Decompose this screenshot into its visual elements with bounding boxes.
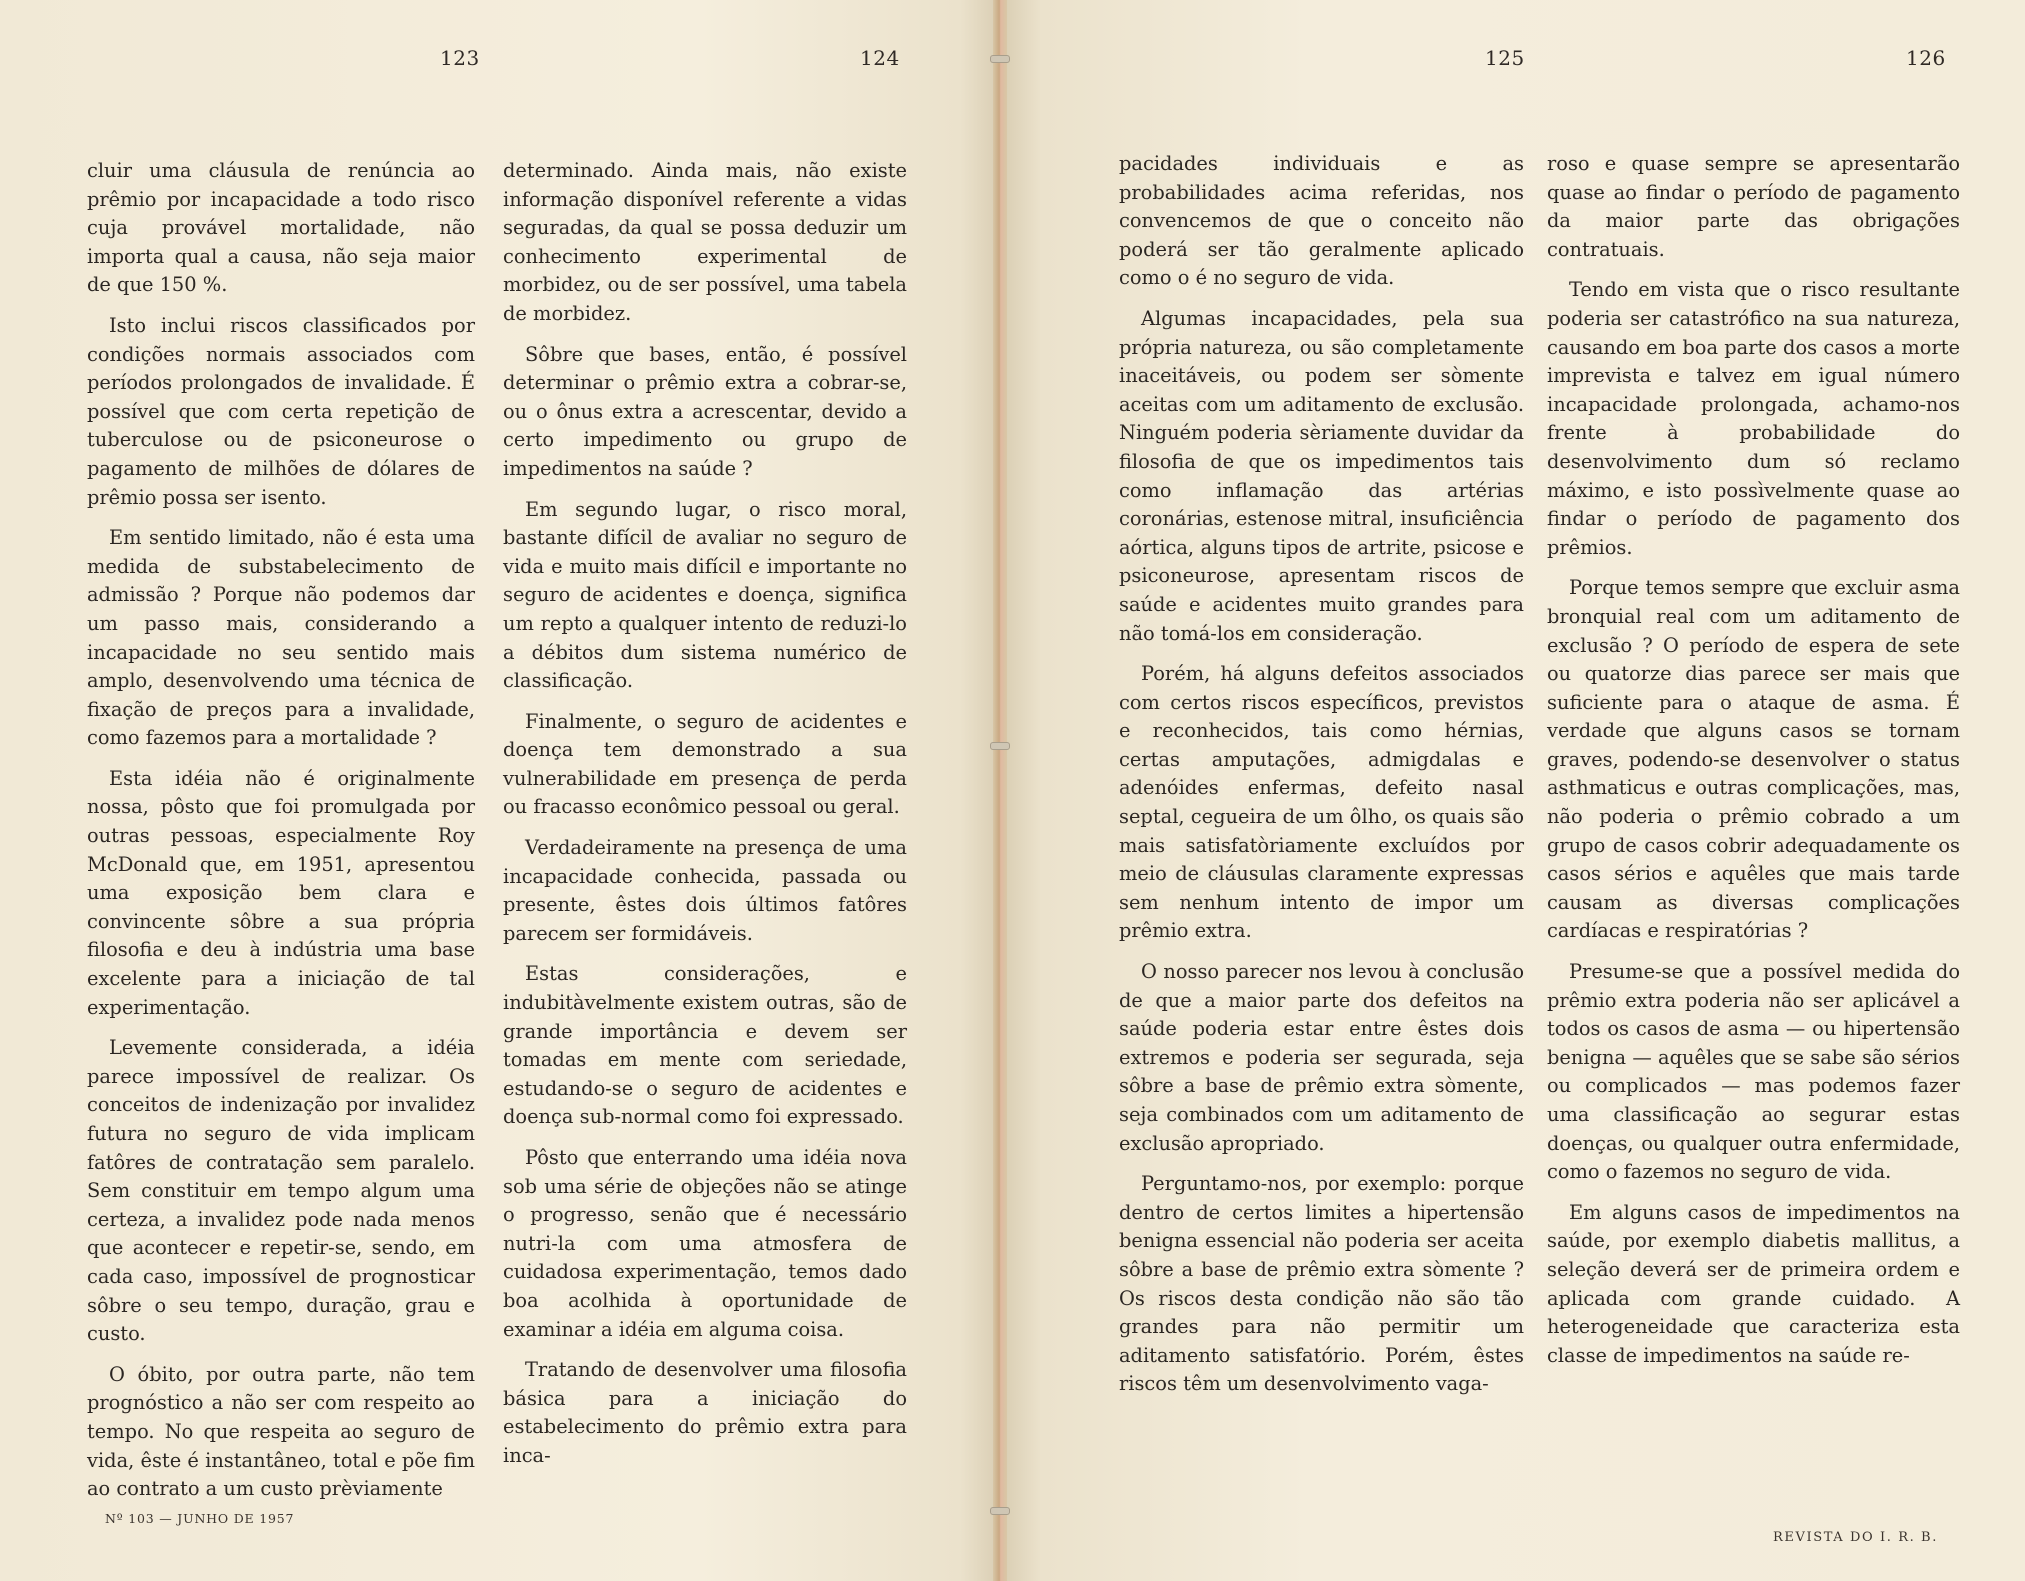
paragraph: Perguntamo-nos, por exemplo: porque dentro de certos limites a hipertensão benigna essencial não poderia ser aceita sôbre a base de prêmio extra sòmente ? Os riscos desta condição não são tão grandes para não permitir um aditamento satisfatório. Porém, êstes riscos têm um desenvolvimento vaga- <box>1119 1172 1524 1396</box>
issue-footer: Nº 103 — JUNHO DE 1957 <box>105 1511 295 1526</box>
paragraph: Verdadeiramente na presença de uma incapacidade conhecida, passada ou presente, êstes dois últimos fatôres parecem ser formidáveis. <box>503 836 907 945</box>
page-number-123: 123 <box>440 46 480 70</box>
paragraph: Levemente considerada, a idéia parece impossível de realizar. Os conceitos de indenização por invalidez futura no seguro de vida implicam fatôres de contratação sem paralelo. Sem constituir em tempo algum uma certeza, a invalidez pode nada menos que acontecer e repetir-se, sendo, em cada caso, impossível de prognosticar sôbre o seu tempo, duração, grau e custo. <box>87 1036 475 1346</box>
paragraph: Em segundo lugar, o risco moral, bastante difícil de avaliar no seguro de vida e muito mais difícil e importante no seguro de acidentes e doença, significa um repto a qualquer intento de reduzi-lo a débitos dum sistema numérico de classificação. <box>503 497 907 693</box>
paragraph: pacidades individuais e as probabilidades acima referidas, nos convencemos de que o conceito não poderá ser tão geralmente aplicado como o é no seguro de vida. <box>1119 152 1524 290</box>
binding-stitch-top <box>990 55 1010 63</box>
paragraph: O nosso parecer nos levou à conclusão de que a maior parte dos defeitos na saúde poderia estar entre êstes dois extremos e poderia ser segurada, seja sôbre a base de prêmio extra sòmente, seja combinados com um aditamento de exclusão apropriado. <box>1119 960 1524 1155</box>
paragraph: Porque temos sempre que excluir asma bronquial real com um aditamento de exclusão ? O período de espera de sete ou quatorze dias parece ser mais que suficiente para o ataque de asma. É verdade que alguns casos se tornam graves, podendo-se desenvolver o status asthmaticus e outras complicações, mas, não poderia o prêmio cobrado a um grupo de casos cobrir adequadamente os casos sérios e aquêles que mais tarde causam as diversas complicações cardíacas e respiratórias ? <box>1547 576 1960 943</box>
page-number-126: 126 <box>1906 46 1946 70</box>
paragraph: Pôsto que enterrando uma idéia nova sob uma série de objeções não se atinge o progresso, senão que é necessário nutri-la com uma atmosfera de cuidadosa experimentação, temos dado boa acolhida à oportunidade de examinar a idéia em alguma coisa. <box>503 1146 907 1341</box>
paragraph: Finalmente, o seguro de acidentes e doença tem demonstrado a sua vulnerabilidade em presença de perda ou fracasso econômico pessoal ou geral. <box>503 709 907 819</box>
page-124-text <box>503 157 907 1483</box>
page-123-text <box>87 157 475 1516</box>
paragraph: O óbito, por outra parte, não tem prognóstico a não ser com respeito ao tempo. No que respeita ao seguro de vida, êste é instantâneo, total e põe fim ao contrato a um custo prèviamente <box>87 1362 475 1501</box>
binding-stitch-bottom <box>990 1507 1010 1515</box>
paragraph: determinado. Ainda mais, não existe informação disponível referente a vidas seguradas, da qual se possa deduzir um conhecimento experimental de morbidez, ou de ser possível, uma tabela de morbidez. <box>503 159 907 325</box>
paragraph: Algumas incapacidades, pela sua própria natureza, ou são completamente inaceitáveis, ou podem ser sòmente aceitas com um aditamento de exclusão. Ninguém poderia sèriamente duvidar da filosofia de que os impedimentos tais como inflamação das artérias coronárias, estenose mitral, insuficiência aórtica, alguns tipos de artrite, psicose e psiconeurose, apresentam riscos de saúde e acidentes muito grandes para não tomá-los em consideração. <box>1119 306 1524 645</box>
paragraph: Estas considerações, e indubitàvelmente existem outras, são de grande importância e devem ser tomadas em mente com seriedade, estudando-se o seguro de acidentes e doença sub-normal como foi expressado. <box>503 962 907 1129</box>
paragraph: Tratando de desenvolver uma filosofia básica para a iniciação do estabelecimento do prêmio extra para inca- <box>503 1358 907 1467</box>
paragraph: Esta idéia não é originalmente nossa, pôsto que foi promulgada por outras pessoas, especialmente Roy McDonald que, em 1951, apresentou uma exposição bem clara e convincente sôbre a sua própria filosofia e deu à indústria uma base excelente para a iniciação de tal experimentação. <box>87 766 475 1019</box>
paragraph: Isto inclui riscos classificados por condições normais associados com períodos prolongados de invalidade. É possível que com certa repetição de tuberculose ou de psiconeurose o pagamento de milhões de dólares de prêmio possa ser isento. <box>87 313 475 509</box>
paragraph: roso e quase sempre se apresentarão quase ao findar o período de pagamento da maior parte das obrigações contratuais. <box>1547 152 1960 261</box>
paragraph: Porém, há alguns defeitos associados com certos riscos específicos, previstos e reconhecidos, tais como hérnias, certas amputações, admigdalas e adenóides enfermas, defeito nasal septal, cegueira de um ôlho, os quais são mais satisfatòriamente excluídos por meio de cláusulas claramente expressas sem nenhum intento de impor um prêmio extra. <box>1119 662 1524 943</box>
page-125-text <box>1119 150 1524 1411</box>
paragraph: cluir uma cláusula de renúncia ao prêmio por incapacidade a todo risco cuja provável mortalidade, não importa qual a causa, não seja maior de que 150 %. <box>87 159 475 297</box>
paragraph: Tendo em vista que o risco resultante poderia ser catastrófico na sua natureza, causando em boa parte dos casos a morte imprevista e talvez em igual número incapacidade prolongada, achamo-nos frente à probabilidade do desenvolvimento dum só reclamo máximo, e isto possìvelmente quase ao findar o período de pagamento dos prêmios. <box>1547 278 1960 559</box>
paragraph: Em alguns casos de impedimentos na saúde, por exemplo diabetis mallitus, a seleção deverá ser de primeira ordem e aplicada com grande cuidado. A heterogeneidade que caracteriza esta classe de impedimentos na saúde re- <box>1547 1200 1960 1367</box>
paragraph: Em sentido limitado, não é esta uma medida de substabelecimento de admissão ? Porque não podemos dar um passo mais, considerando a incapacidade no seu sentido mais amplo, desenvolvendo uma técnica de fixação de preços para a invalidade, como fazemos para a mortalidade ? <box>87 526 475 750</box>
page-number-124: 124 <box>860 46 900 70</box>
page-126-text <box>1547 150 1960 1382</box>
binding-gutter <box>993 0 1007 1581</box>
journal-footer: REVISTA DO I. R. B. <box>1773 1530 1938 1545</box>
paragraph: Sôbre que bases, então, é possível determinar o prêmio extra a cobrar-se, ou o ônus extra a acrescentar, devido a certo impedimento ou grupo de impedimentos na saúde ? <box>503 342 907 480</box>
page-number-125: 125 <box>1485 46 1525 70</box>
binding-stitch-middle <box>990 742 1010 750</box>
paragraph: Presume-se que a possível medida do prêmio extra poderia não ser aplicável a todos os casos de asma — ou hipertensão benigna — aquêles que se sabe são sérios ou complicados — mas podemos fazer uma classificação ao segurar estas doenças, ou qualquer outra enfermidade, como o fazemos no seguro de vida. <box>1547 960 1960 1184</box>
